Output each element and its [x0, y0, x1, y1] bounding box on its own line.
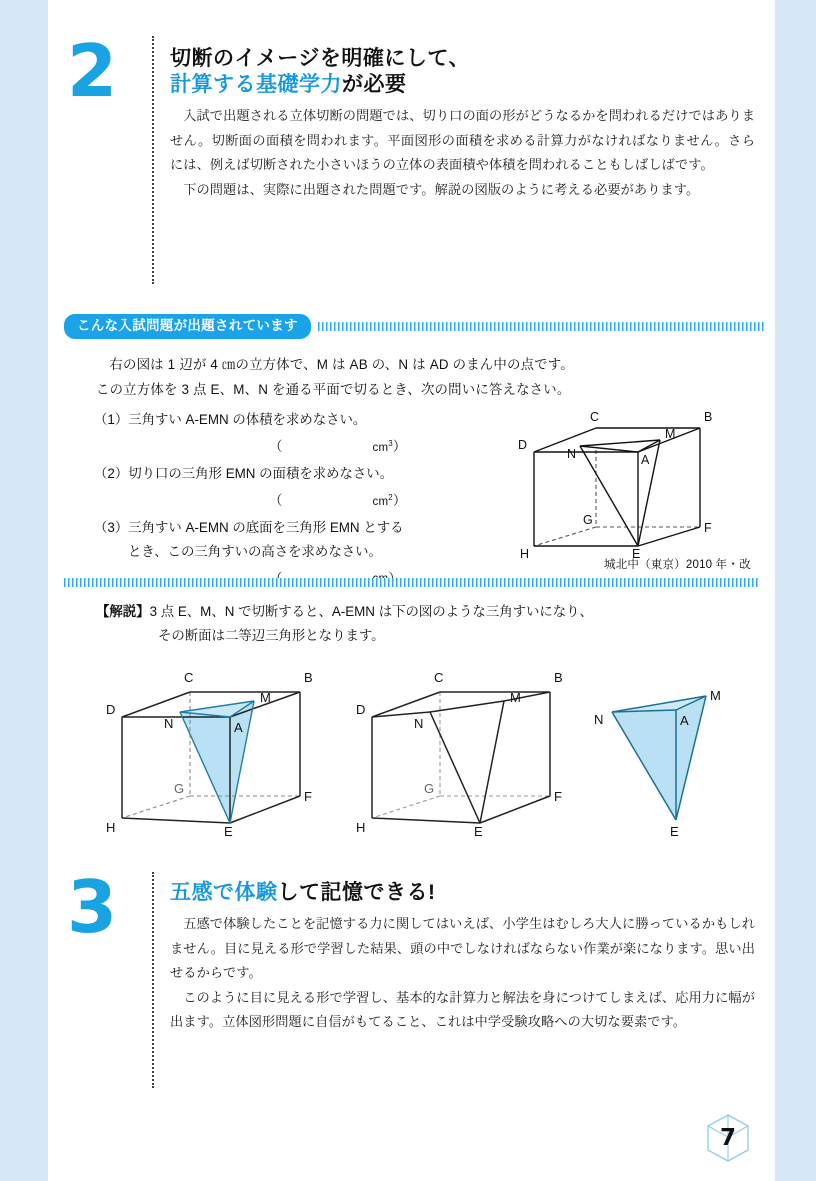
label-B: B: [554, 670, 563, 685]
question-1-unit: $cm^3$: [372, 439, 393, 454]
label-N: N: [594, 712, 604, 727]
question-1-text: 三角すい A-EMN の体積を求めなさい。: [128, 412, 367, 427]
label-F: F: [704, 521, 712, 535]
kaisetsu-line-1: 3 点 E、M、N で切断すると、A-EMN は下の図のような三角すいになり、: [149, 604, 593, 619]
label-N: N: [567, 447, 577, 461]
answer-close-paren: ）: [392, 438, 407, 454]
kaisetsu-line-2: その断面は二等辺三角形となります。: [158, 628, 385, 643]
label-H: H: [356, 820, 366, 835]
label-E: E: [632, 547, 641, 559]
section-2-title-accent: 計算する基礎学力: [170, 73, 342, 96]
label-C: C: [590, 410, 600, 424]
label-D: D: [356, 702, 366, 717]
label-B: B: [704, 410, 713, 424]
section-2-paragraph-2: 下の問題は、実際に出題された問題です。解説の図版のように考える必要があります。: [183, 181, 700, 197]
label-C: C: [434, 670, 444, 685]
question-2-unit: $cm^2$: [372, 492, 393, 508]
label-G: G: [583, 513, 593, 527]
problem-statement: [96, 352, 736, 402]
question-2-number: （2）: [94, 465, 129, 481]
label-A: A: [234, 720, 243, 735]
problem-cube-svg: [514, 404, 764, 559]
kaisetsu-tag: 【解説】: [96, 604, 150, 619]
question-1-number: （1）: [94, 412, 129, 427]
question-3-text: 三角すい A-EMN の底面を三角形 EMN とする: [128, 519, 404, 535]
kaisetsu-block: [96, 600, 746, 648]
section-divider-rule: [64, 578, 760, 587]
label-M: M: [260, 690, 271, 705]
problem-line-2: この立方体を 3 点 E、M、N を通る平面で切るとき、次の問いに答えなさい。: [96, 382, 571, 397]
label-N: N: [164, 716, 174, 731]
label-D: D: [106, 702, 116, 717]
explain-3-svg: [594, 668, 764, 838]
section-2-title: [170, 46, 755, 98]
figure-problem-cube: [514, 404, 764, 559]
answer-open-paren: （: [269, 438, 283, 454]
figure-explain-1: [104, 660, 334, 838]
banner-tick-rule: [318, 322, 764, 331]
question-2: [94, 462, 514, 514]
problem-source: 城北中（東京）2010 年・改: [604, 559, 751, 571]
label-H: H: [520, 547, 530, 559]
exam-banner: [64, 314, 764, 339]
page-number: 7: [719, 1125, 736, 1151]
answer-close-paren: ）: [392, 492, 407, 508]
section-3-body: [170, 880, 755, 1035]
explain-1-svg: [104, 660, 334, 838]
answer-open-paren: （: [269, 492, 283, 508]
question-2-answer-blank: [94, 486, 514, 514]
section-2-title-line1: 切断のイメージを明確にして、: [170, 47, 470, 70]
section-2-number: 2: [66, 29, 118, 113]
question-3-number: （3）: [94, 519, 129, 535]
problem-line-1: 右の図は 1 辺が 4 ㎝の立方体で、M は AB の、N は AD のまん中の点です。: [109, 357, 574, 372]
section-2-divider: [152, 36, 154, 284]
section-3-title-accent: 五感で体験: [170, 881, 278, 904]
question-1-answer-blank: [94, 432, 514, 460]
section-3-title-plain: して記憶できる!: [277, 881, 436, 904]
label-N: N: [414, 716, 424, 731]
section-3-number: 3: [66, 865, 118, 949]
question-2-text: 切り口の三角形 EMN の面積を求めなさい。: [128, 465, 394, 481]
section-2-title-plain: が必要: [342, 73, 407, 96]
page-number-badge: [705, 1113, 751, 1163]
section-3-paragraph-2: このように目に見える形で学習し、基本的な計算力と解法を身につけてしまえば、応用力に幅が出ます。立体図形問題に自信がもてること、これは中学受験攻略への大切な要素です。: [170, 989, 755, 1030]
question-list: [94, 408, 514, 593]
label-H: H: [106, 820, 116, 835]
label-A: A: [680, 713, 689, 728]
section-2-body: [170, 46, 755, 202]
label-D: D: [518, 438, 528, 452]
label-E: E: [474, 824, 483, 838]
label-F: F: [554, 789, 562, 804]
label-E: E: [224, 824, 233, 838]
label-C: C: [184, 670, 194, 685]
label-M: M: [710, 688, 721, 703]
explain-2-svg: [354, 660, 584, 838]
figure-explain-2: [354, 660, 584, 838]
label-A: A: [641, 453, 650, 467]
section-3-title: [170, 880, 755, 906]
label-F: F: [304, 789, 312, 804]
label-G: G: [424, 781, 435, 796]
label-G: G: [174, 781, 185, 796]
question-1: [94, 408, 514, 460]
exam-banner-label: こんな入試問題が出題されています: [64, 314, 311, 339]
section-3-paragraph-1: 五感で体験したことを記憶する力に関してはいえば、小学生はむしろ大人に勝っているかもしれません。目に見える形で学習した結果、頭の中でしなければならない作業が楽になります。思い出せるからです。: [170, 916, 755, 981]
section-2-paragraph-1: 入試で出題される立体切断の問題では、切り口の面の形がどうなるかを問われるだけではありません。切断面の面積を問われます。平面図形の面積を求める計算力がなければなりません。さらには、例えば切断された小さいほうの立体の表面積や体積を問われることもしばしばです。: [170, 108, 755, 173]
page-sheet: [48, 0, 775, 1181]
label-B: B: [304, 670, 313, 685]
figure-explain-3: [594, 668, 764, 838]
label-M: M: [510, 690, 521, 705]
label-E: E: [670, 824, 679, 838]
label-M: M: [665, 427, 676, 441]
question-3-text-line2: とき、この三角すいの高さを求めなさい。: [128, 543, 382, 559]
section-3-divider: [152, 872, 154, 1088]
